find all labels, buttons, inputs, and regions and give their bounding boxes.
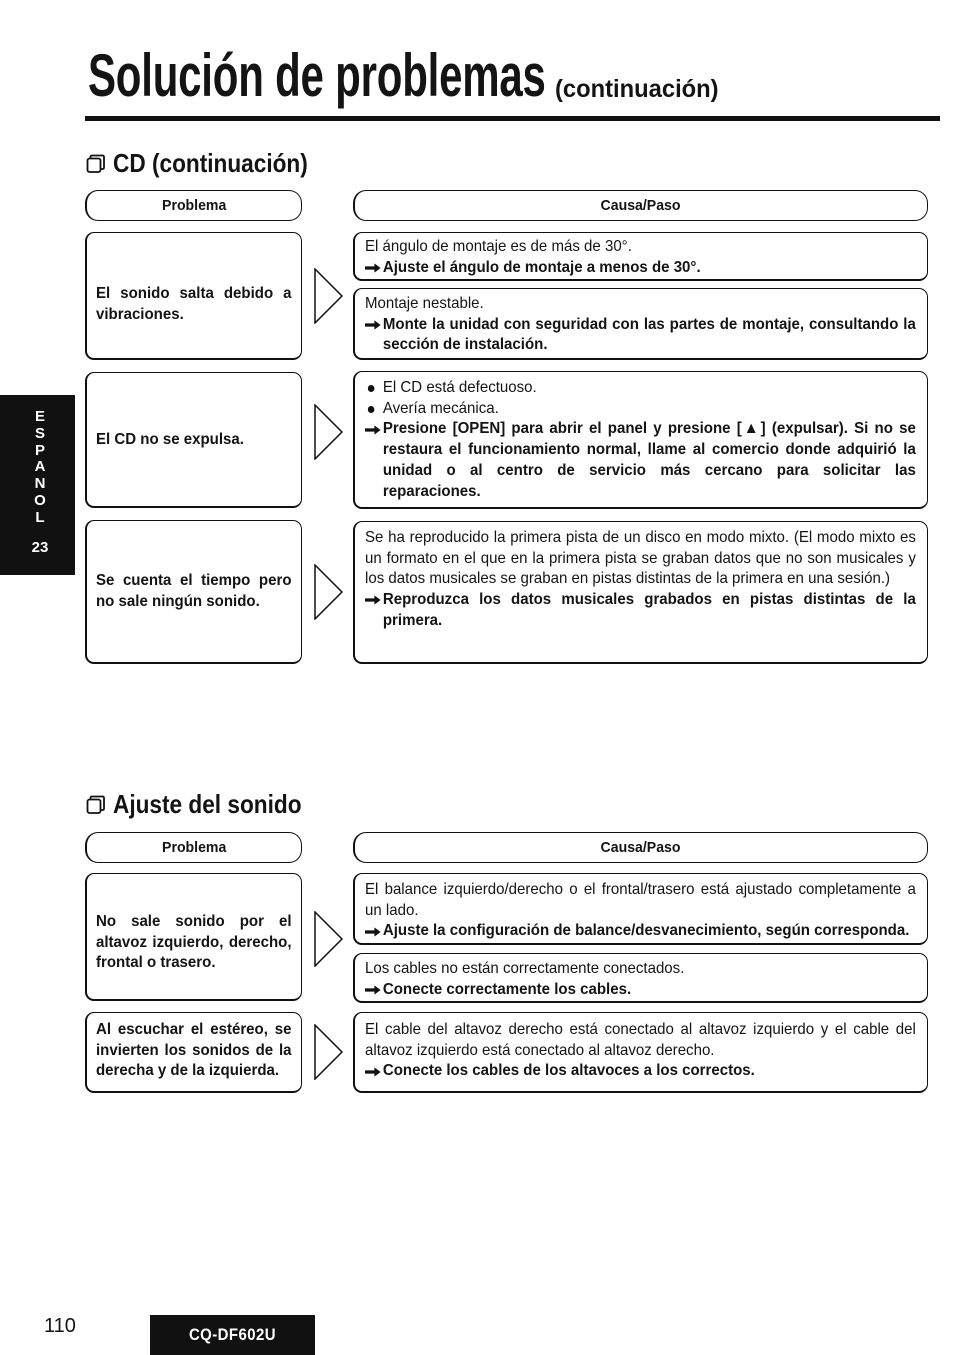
problem-column-header	[85, 832, 302, 863]
side-tab-section-page: 23	[31, 539, 49, 556]
side-tab-letter: P	[34, 441, 45, 459]
triangle-right-icon	[313, 404, 345, 460]
problem-column-header-label: Problema	[161, 197, 227, 214]
action-step	[365, 980, 916, 1001]
triangle-right-icon	[313, 911, 345, 967]
side-tab-letter: N	[34, 475, 46, 493]
model-label-box	[150, 1315, 315, 1355]
action-step	[365, 419, 916, 502]
action-text: Ajuste el ángulo de montaje a menos de 30°.	[382, 258, 701, 276]
page-number: 110	[44, 1315, 76, 1337]
action-step	[365, 315, 916, 356]
section-heading: CD (continuación)	[113, 148, 308, 178]
cause-bullet	[365, 378, 916, 399]
side-tab-letter: S	[34, 424, 45, 442]
side-tab-letters	[0, 409, 80, 527]
problem-text: Al escuchar el estéreo, se invierten los sonidos de la derecha y de la izquierda.	[96, 1021, 292, 1080]
cause-text	[365, 528, 916, 632]
bullet-text: El CD está defectuoso.	[382, 379, 537, 396]
arrow-right-icon	[365, 590, 383, 611]
action-step	[365, 1061, 916, 1082]
section-heading: Ajuste del sonido	[113, 789, 302, 819]
cause-description: Los cables no están correctamente conectados.	[365, 960, 685, 977]
cause-description: Montaje nestable.	[365, 295, 484, 312]
arrow-right-icon	[365, 315, 383, 336]
cause-text	[365, 880, 916, 942]
action-text: Ajuste la configuración de balance/desvanecimiento, según corresponda.	[382, 922, 910, 940]
cause-description: El ángulo de montaje es de más de 30°.	[365, 238, 632, 255]
cause-column-header	[353, 832, 928, 863]
action-text: Monte la unidad con seguridad con las partes de montaje, consultando la sección de instalación.	[382, 315, 916, 354]
action-step	[365, 590, 916, 631]
side-tab-letter: E	[34, 408, 45, 425]
cause-bullet	[365, 399, 916, 420]
cause-text	[365, 237, 916, 278]
arrow-right-icon	[365, 419, 383, 440]
problem-column-header-label: Problema	[161, 839, 227, 856]
arrow-right-icon	[365, 980, 383, 1001]
triangle-right-icon	[313, 268, 345, 324]
problem-text: No sale sonido por el altavoz izquierdo, derecho, frontal o trasero.	[96, 913, 292, 972]
model-label: CQ-DF602U	[188, 1325, 277, 1344]
cause-description: El cable del altavoz derecho está conectado al altavoz izquierdo y el cable del altavoz izquierdo está conectado al altavoz derecho.	[365, 1021, 916, 1059]
cause-text	[365, 378, 916, 502]
triangle-right-icon	[313, 1024, 345, 1080]
cause-column-header-label: Causa/Paso	[601, 839, 681, 856]
cause-description: El balance izquierdo/derecho o el frontal/trasero está ajustado completamente a un lado.	[365, 881, 916, 919]
action-text: Presione [OPEN] para abrir el panel y presione [▲] (expulsar). Si no se restaura el funcionamiento normal, llame al comercio donde adquirió la unidad o al centro de servicio más cercano para solicitar las reparaciones.	[382, 420, 916, 500]
triangle-right-icon	[313, 564, 345, 620]
bullet-dot-icon	[365, 378, 383, 399]
title-rule	[85, 116, 940, 121]
side-tab-letter: O	[34, 491, 46, 509]
action-text: Reproduzca los datos musicales grabados en pistas distintas de la primera.	[382, 591, 916, 629]
square-bullet-icon	[86, 154, 106, 174]
action-step	[365, 258, 916, 279]
cause-text	[365, 294, 916, 356]
action-step	[365, 921, 916, 942]
page-title-suffix: (continuación)	[555, 75, 719, 103]
cause-text	[365, 959, 916, 1000]
action-text: Conecte correctamente los cables.	[382, 980, 632, 998]
square-bullet-icon	[86, 795, 106, 815]
arrow-right-icon	[365, 258, 383, 279]
cause-text	[365, 1020, 916, 1082]
action-text: Conecte los cables de los altavoces a los correctos.	[382, 1062, 755, 1080]
page-title: Solución de problemas	[88, 42, 546, 109]
problem-text: El sonido salta debido a vibraciones.	[96, 285, 292, 323]
cause-column-header-label: Causa/Paso	[601, 197, 681, 214]
cause-description: Se ha reproducido la primera pista de un disco en modo mixto. (El modo mixto es un formato en el que en la primera pista se graban datos que no son musicales y los datos musicales se graban en pistas distintas de la primera en una sesión.)	[365, 529, 916, 588]
cause-column-header	[353, 190, 928, 221]
problem-text: Se cuenta el tiempo pero no sale ningún sonido.	[96, 572, 292, 610]
bullet-dot-icon	[365, 399, 383, 420]
arrow-right-icon	[365, 921, 383, 942]
bullet-text: Avería mecánica.	[382, 399, 499, 417]
side-tab-letter: A	[34, 458, 46, 476]
arrow-right-icon	[365, 1061, 383, 1082]
problem-text: El CD no se expulsa.	[96, 431, 244, 448]
problem-column-header	[85, 190, 302, 221]
side-tab-letter: L	[35, 508, 45, 526]
